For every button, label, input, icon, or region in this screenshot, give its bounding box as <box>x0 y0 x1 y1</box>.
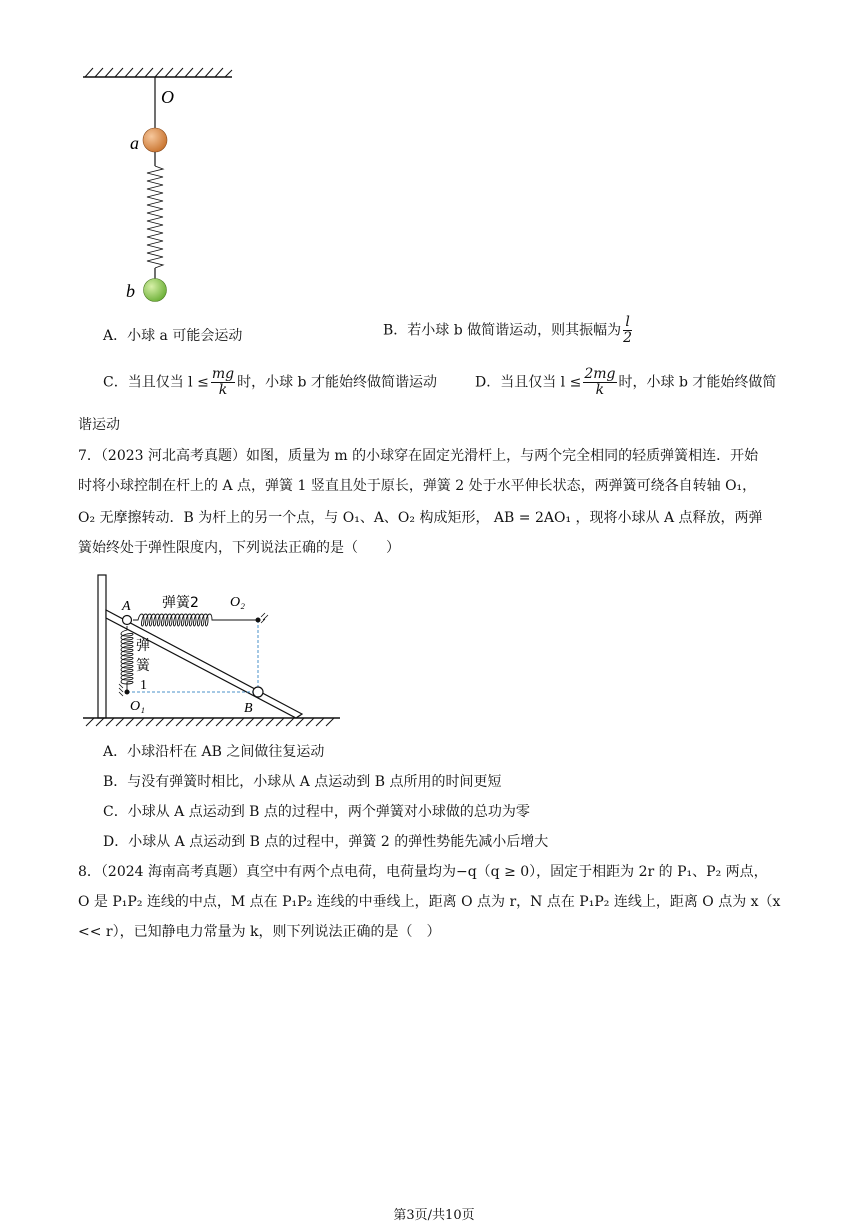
q6-option-b-text: B．若小球 b 做简谐运动，则其振幅为 <box>383 322 622 339</box>
fig-label-spring1-a: 弹 <box>136 638 150 654</box>
ball-a <box>143 128 167 152</box>
q8-line-1: 8．（2024 海南高考真题）真空中有两个点电荷，电荷量均为−q（q ≥ 0），固定于相距为 2r 的 P₁、P₂ 两点， <box>78 864 768 880</box>
rod-spring-figure <box>78 570 348 730</box>
fig-label-spring2: 弹簧2 <box>162 595 199 611</box>
fraction: $\frac{2mg}{k}$ <box>584 366 616 398</box>
q7-option-b: B．与没有弹簧时相比，小球从 A 点运动到 B 点所用的时间更短 <box>103 774 502 790</box>
spring-1 <box>121 626 133 690</box>
q7-option-c: C．小球从 A 点运动到 B 点的过程中，两个弹簧对小球做的总功为零 <box>103 804 530 820</box>
spring <box>147 166 163 268</box>
fraction: $\frac{l}{2}$ <box>623 314 633 346</box>
fig-label-B: B <box>244 701 253 716</box>
fig-label-spring1-c: 1 <box>140 678 147 693</box>
fraction: $\frac{mg}{k}$ <box>211 366 235 398</box>
q6-option-d-cont: 谐运动 <box>78 417 120 433</box>
q7-option-a: A．小球沿杆在 AB 之间做往复运动 <box>103 744 325 760</box>
wall <box>98 575 106 718</box>
label-b: b <box>126 281 135 301</box>
q6-option-b <box>383 315 634 346</box>
q6-option-d: D．当且仅当 l ≤ $\frac{2mg}{k}$ 时，小球 b 才能始终做简 <box>475 366 777 398</box>
ball-b <box>144 279 167 302</box>
page-number: 第3页/共10页 <box>393 1208 475 1223</box>
q8-stem <box>78 858 790 946</box>
label-a: a <box>130 133 139 153</box>
fig-label-A: A <box>122 599 131 614</box>
spring-2 <box>133 614 256 626</box>
q7-stem <box>78 442 790 562</box>
q6-option-c: C．当且仅当 l ≤ $\frac{mg}{k}$ 时，小球 b 才能始终做简谐运动 <box>103 366 437 398</box>
q8-line-3: << r），已知静电力常量为 k，则下列说法正确的是（ ） <box>78 924 441 940</box>
q7-line-2: 时将小球控制在杆上的 A 点，弹簧 1 竖直且处于原长，弹簧 2 处于水平伸长状态，两弹簧可绕各自转轴 O₁， <box>78 478 757 494</box>
fig-label-spring1-b: 簧 <box>136 658 150 674</box>
ball-B <box>253 687 263 697</box>
q7-option-d: D．小球从 A 点运动到 B 点的过程中，弹簧 2 的弹性势能先减小后增大 <box>103 834 549 850</box>
q8-line-2: O 是 P₁P₂ 连线的中点，M 点在 P₁P₂ 连线的中垂线上，距离 O 点为 r，N 点在 P₁P₂ 连线上，距离 O 点为 x（x <box>78 894 781 910</box>
ball-A <box>123 616 132 625</box>
q7-line-1: 7．（2023 河北高考真题）如图，质量为 m 的小球穿在固定光滑杆上，与两个完全相同的轻质弹簧相连．开始 <box>78 448 759 464</box>
pivot-O2 <box>256 618 261 623</box>
fig-label-O2: O₂ <box>230 595 245 610</box>
q6-option-a: A．小球 a 可能会运动 <box>103 328 243 344</box>
spring-ball-figure <box>75 62 245 312</box>
fig-label-O1: O₁ <box>130 699 145 714</box>
pivot-O1 <box>125 690 130 695</box>
label-O: O <box>161 87 174 107</box>
q7-line-3: O₂ 无摩擦转动．B 为杆上的另一个点，与 O₁、A、O₂ 构成矩形， AB = 2AO₁ ，现将小球从 A 点释放，两弹 <box>78 510 763 526</box>
q7-line-4: 簧始终处于弹性限度内，下列说法正确的是（ ） <box>78 540 400 556</box>
ceiling-hatch <box>83 68 232 77</box>
